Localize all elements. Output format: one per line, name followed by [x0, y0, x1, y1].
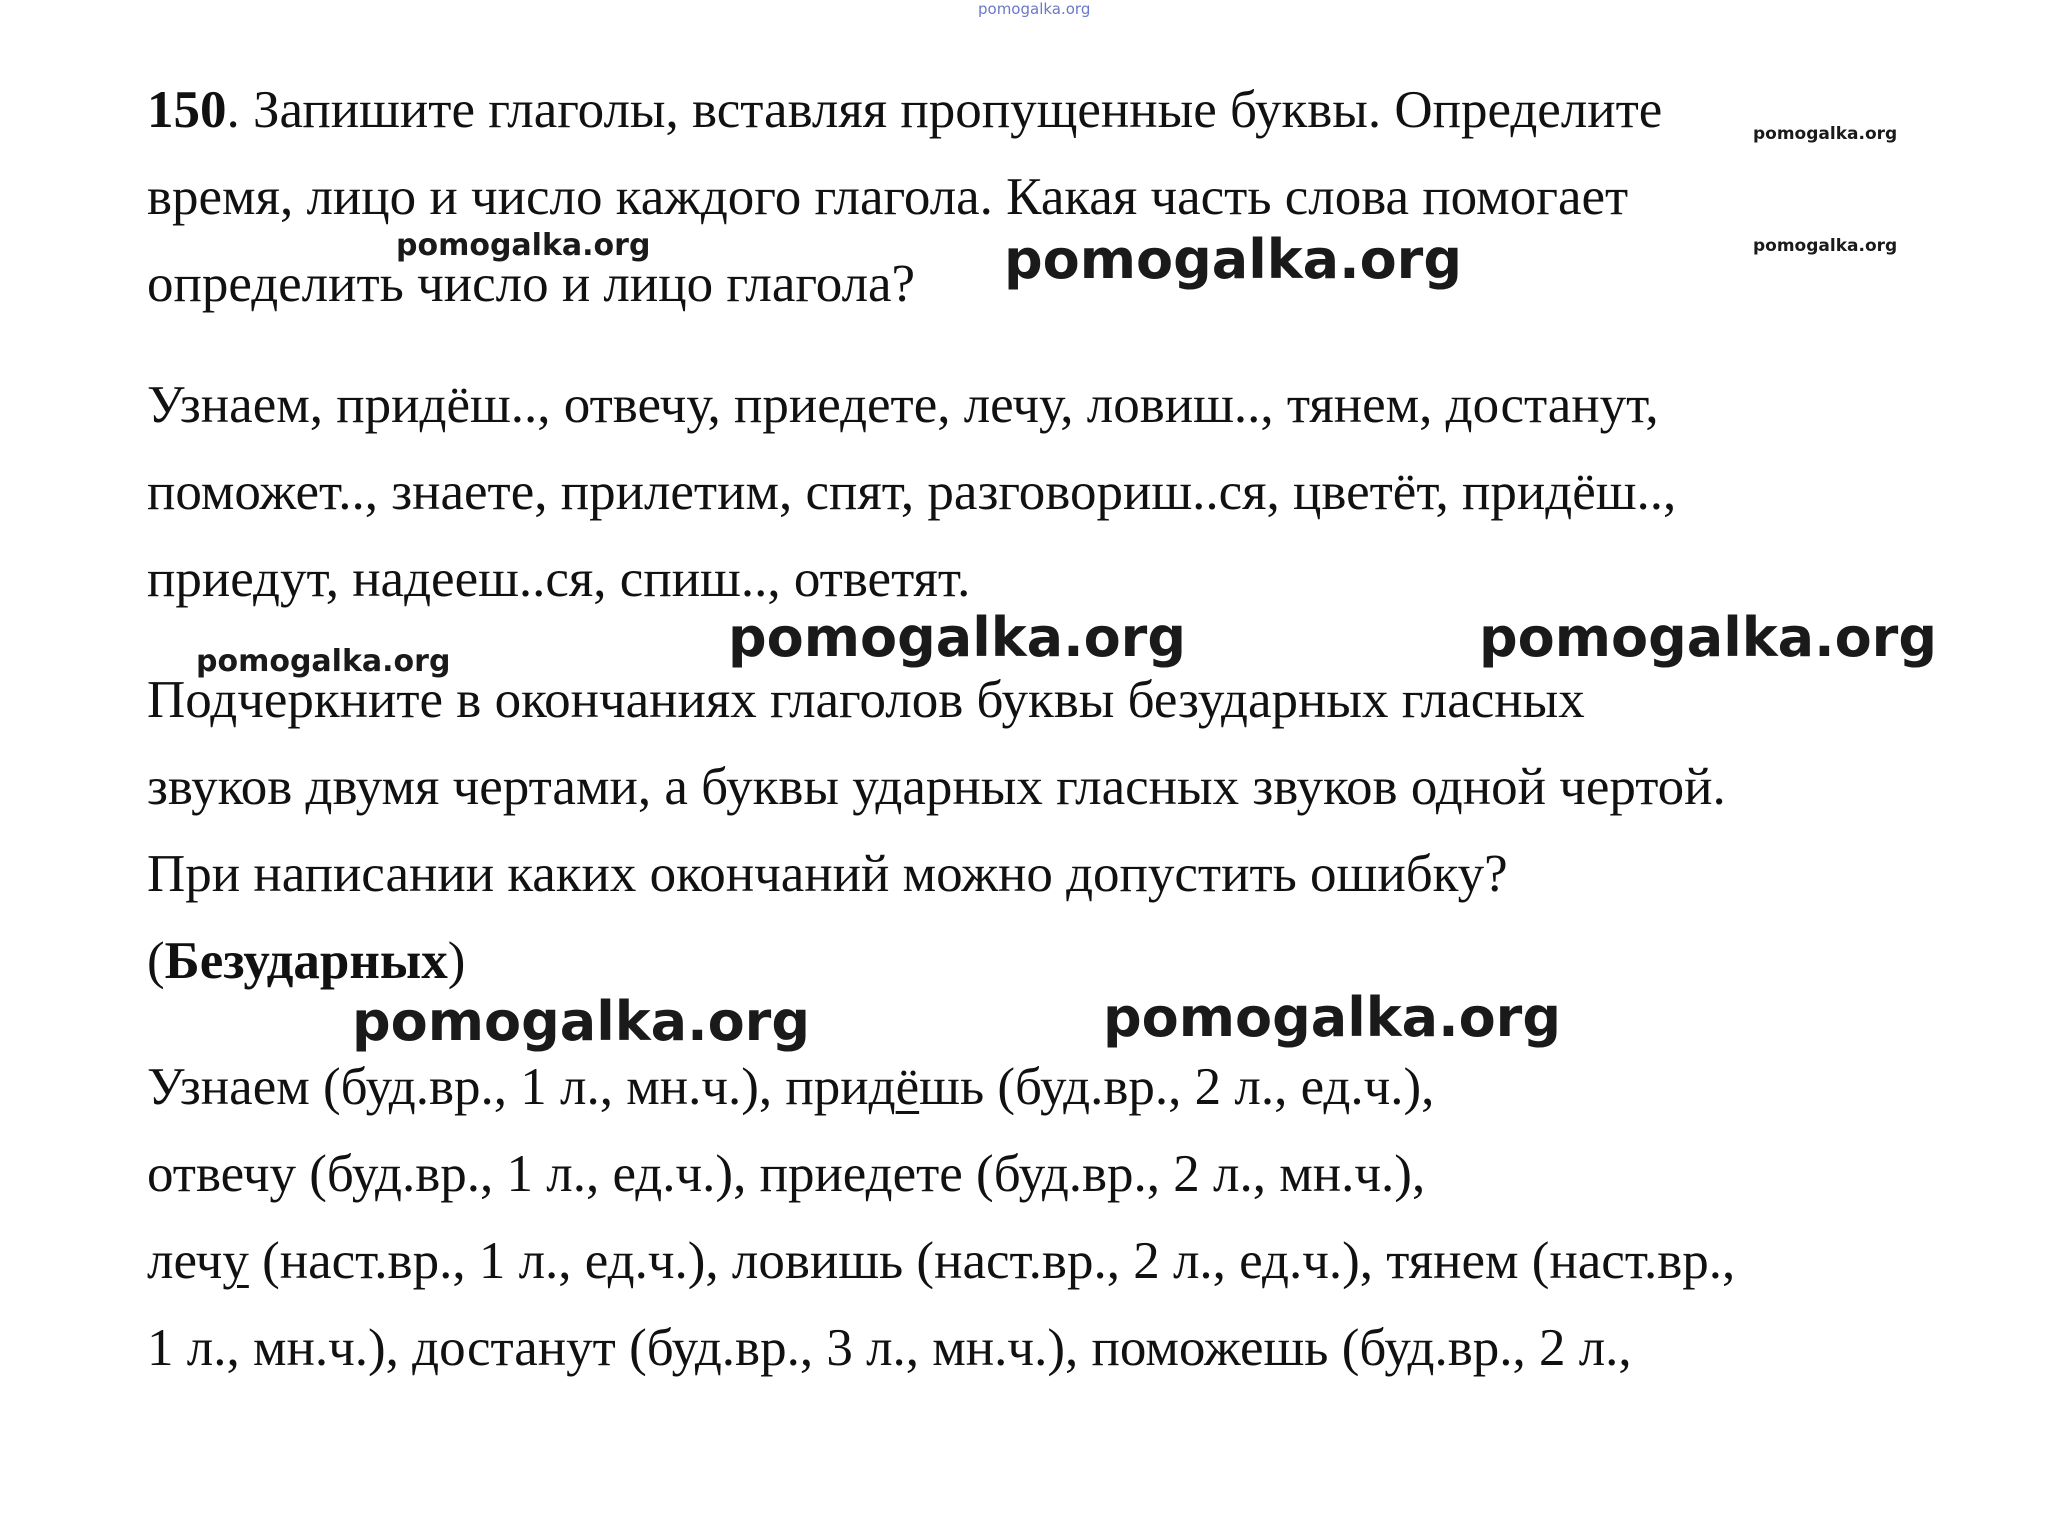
watermark-top: pomogalka.org — [978, 0, 1091, 18]
answer-line-4: 1 л., мн.ч.), достанут (буд.вр., 3 л., мн.ч.), поможешь (буд.вр., 2 л., — [147, 1319, 1632, 1377]
task-line-2: время, лицо и число каждого глагола. Какая часть слова помогает — [147, 168, 1629, 226]
watermark: pomogalka.org — [1753, 236, 1898, 256]
answer-line-1-b: шь (буд.вр., 2 л., ед.ч.), — [919, 1058, 1435, 1116]
answer-line-3 — [147, 1231, 1735, 1291]
answer-line-3-b: (наст.вр., 1 л., ед.ч.), ловишь (наст.вр., 2 л., ед.ч.), тянем (наст.вр., — [248, 1232, 1736, 1290]
short-answer — [147, 931, 465, 991]
task-number: 150 — [147, 81, 227, 139]
watermark: pomogalka.org — [728, 606, 1186, 669]
task-line-3: определить число и лицо глагола? — [147, 255, 916, 313]
answer-line-2: отвечу (буд.вр., 1 л., ед.ч.), приедете (буд.вр., 2 л., мн.ч.), — [147, 1145, 1426, 1203]
instruction-line-3: При написании каких окончаний можно допустить ошибку? — [147, 845, 1508, 903]
answer-line-1-a: Узнаем (буд.вр., 1 л., мн.ч.), прид — [147, 1058, 896, 1116]
stressed-letter-u: у — [222, 1232, 249, 1290]
short-answer-word: Безударных — [164, 932, 448, 990]
answer-line-1 — [147, 1057, 1434, 1117]
short-answer-open: ( — [147, 932, 165, 990]
instruction-line-1: Подчеркните в окончаниях глаголов буквы безударных гласных — [147, 671, 1585, 729]
watermark: pomogalka.org — [196, 644, 451, 679]
watermark: pomogalka.org — [1103, 986, 1561, 1049]
exercise-line-2: поможет.., знаете, прилетим, спят, разговориш..ся, цветёт, придёш.., — [147, 463, 1677, 521]
watermark: pomogalka.org — [396, 228, 651, 263]
short-answer-close: ) — [447, 932, 466, 990]
exercise-line-3: приедут, надееш..ся, спиш.., ответят. — [147, 550, 971, 608]
exercise-line-1: Узнаем, придёш.., отвечу, приедете, лечу, ловиш.., тянем, достанут, — [147, 376, 1659, 434]
watermark: pomogalka.org — [1479, 606, 1937, 669]
watermark: pomogalka.org — [352, 990, 810, 1053]
watermark: pomogalka.org — [1004, 228, 1462, 291]
instruction-line-2: звуков двумя чертами, а буквы ударных гласных звуков одной чертой. — [147, 758, 1726, 816]
stressed-letter-e: ё — [895, 1058, 920, 1116]
task-text-1: . Запишите глаголы, вставляя пропущенные буквы. Определите — [226, 81, 1663, 139]
task-line-1 — [147, 80, 1662, 140]
answer-line-3-a: леч — [147, 1232, 223, 1290]
watermark: pomogalka.org — [1753, 124, 1898, 144]
